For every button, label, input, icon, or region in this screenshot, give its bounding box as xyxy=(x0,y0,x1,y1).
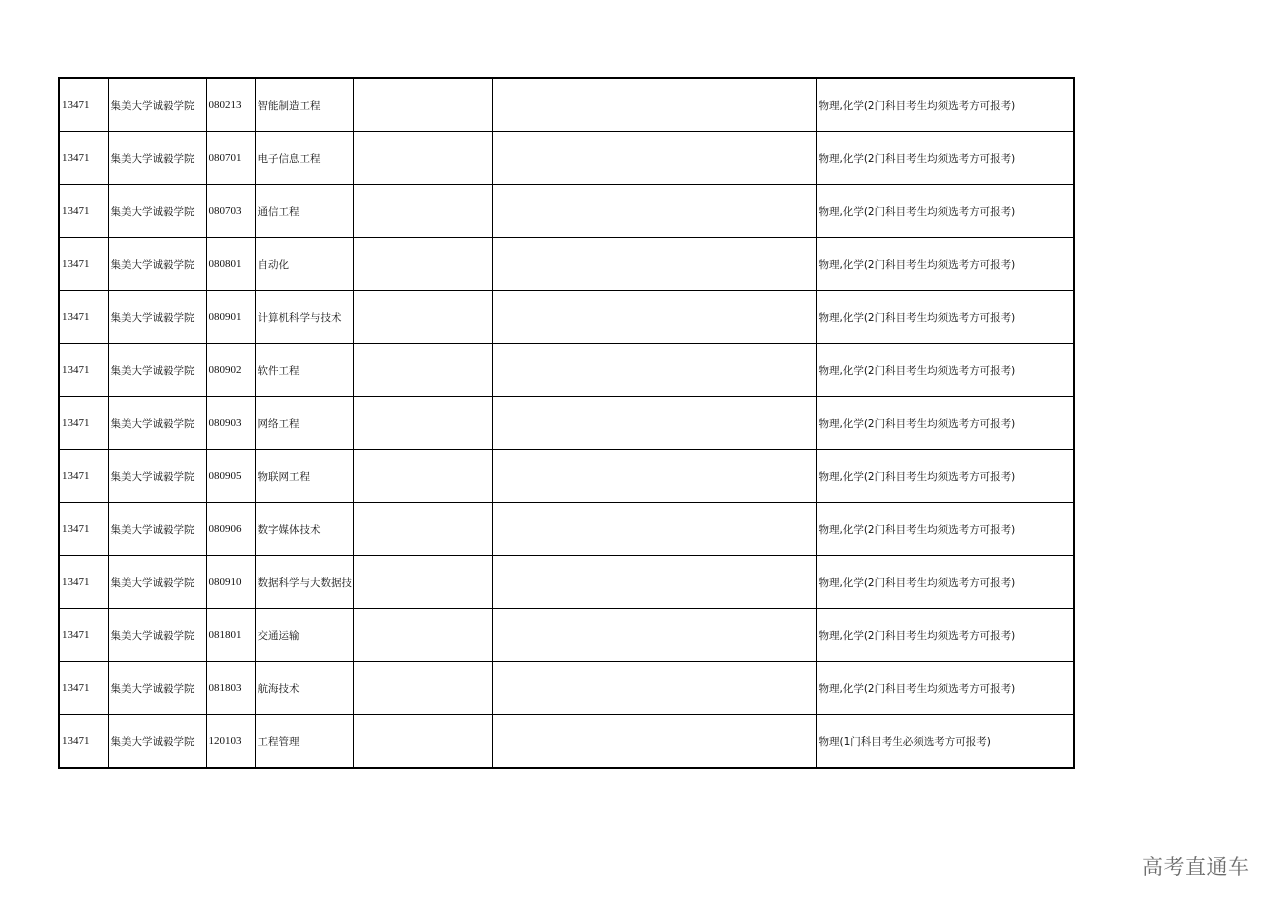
institution-name-cell: 集美大学诚毅学院 xyxy=(108,503,206,556)
subject-requirement-cell: 物理,化学(2门科目考生均须选考方可报考) xyxy=(816,397,1074,450)
blank-cell xyxy=(353,450,492,503)
institution-code-cell: 13471 xyxy=(59,291,108,344)
subject-requirement-cell: 物理,化学(2门科目考生均须选考方可报考) xyxy=(816,78,1074,132)
blank-cell xyxy=(492,609,816,662)
blank-cell xyxy=(492,78,816,132)
institution-name-cell: 集美大学诚毅学院 xyxy=(108,132,206,185)
major-code-cell: 080906 xyxy=(206,503,255,556)
institution-name-cell: 集美大学诚毅学院 xyxy=(108,556,206,609)
blank-cell xyxy=(353,556,492,609)
institution-name-cell: 集美大学诚毅学院 xyxy=(108,78,206,132)
institution-name-cell: 集美大学诚毅学院 xyxy=(108,450,206,503)
blank-cell xyxy=(353,397,492,450)
blank-cell xyxy=(353,185,492,238)
institution-name-cell: 集美大学诚毅学院 xyxy=(108,609,206,662)
blank-cell xyxy=(492,450,816,503)
institution-code-cell: 13471 xyxy=(59,132,108,185)
major-code-cell: 080903 xyxy=(206,397,255,450)
table-row xyxy=(59,132,1074,185)
blank-cell xyxy=(353,291,492,344)
major-code-cell: 080905 xyxy=(206,450,255,503)
table-row xyxy=(59,556,1074,609)
major-code-cell: 081801 xyxy=(206,609,255,662)
blank-cell xyxy=(492,715,816,769)
subject-requirement-cell: 物理,化学(2门科目考生均须选考方可报考) xyxy=(816,503,1074,556)
major-name-cell: 智能制造工程 xyxy=(255,78,353,132)
blank-cell xyxy=(492,132,816,185)
blank-cell xyxy=(353,344,492,397)
institution-code-cell: 13471 xyxy=(59,609,108,662)
major-code-cell: 080701 xyxy=(206,132,255,185)
table-row xyxy=(59,450,1074,503)
blank-cell xyxy=(492,662,816,715)
major-name-cell: 计算机科学与技术 xyxy=(255,291,353,344)
major-code-cell: 080801 xyxy=(206,238,255,291)
major-name-cell: 电子信息工程 xyxy=(255,132,353,185)
blank-cell xyxy=(492,238,816,291)
institution-name-cell: 集美大学诚毅学院 xyxy=(108,238,206,291)
institution-name-cell: 集美大学诚毅学院 xyxy=(108,185,206,238)
subject-requirement-cell: 物理,化学(2门科目考生均须选考方可报考) xyxy=(816,238,1074,291)
table-row xyxy=(59,397,1074,450)
institution-code-cell: 13471 xyxy=(59,450,108,503)
institution-code-cell: 13471 xyxy=(59,715,108,769)
table-row xyxy=(59,344,1074,397)
institution-name-cell: 集美大学诚毅学院 xyxy=(108,662,206,715)
institution-code-cell: 13471 xyxy=(59,662,108,715)
major-name-cell: 交通运输 xyxy=(255,609,353,662)
major-code-cell: 080213 xyxy=(206,78,255,132)
subject-requirement-cell: 物理,化学(2门科目考生均须选考方可报考) xyxy=(816,556,1074,609)
major-name-cell: 通信工程 xyxy=(255,185,353,238)
subject-requirement-cell: 物理,化学(2门科目考生均须选考方可报考) xyxy=(816,291,1074,344)
subject-requirement-cell: 物理(1门科目考生必须选考方可报考) xyxy=(816,715,1074,769)
table-row xyxy=(59,609,1074,662)
major-name-cell: 软件工程 xyxy=(255,344,353,397)
blank-cell xyxy=(492,185,816,238)
blank-cell xyxy=(353,662,492,715)
subject-requirement-cell: 物理,化学(2门科目考生均须选考方可报考) xyxy=(816,185,1074,238)
blank-cell xyxy=(353,78,492,132)
major-name-cell: 自动化 xyxy=(255,238,353,291)
major-name-cell: 数据科学与大数据技 xyxy=(255,556,353,609)
blank-cell xyxy=(353,503,492,556)
institution-code-cell: 13471 xyxy=(59,397,108,450)
table-row xyxy=(59,238,1074,291)
institution-code-cell: 13471 xyxy=(59,344,108,397)
table-row xyxy=(59,185,1074,238)
institution-code-cell: 13471 xyxy=(59,78,108,132)
blank-cell xyxy=(353,609,492,662)
major-code-cell: 080703 xyxy=(206,185,255,238)
table-body xyxy=(59,78,1074,768)
blank-cell xyxy=(492,344,816,397)
institution-name-cell: 集美大学诚毅学院 xyxy=(108,397,206,450)
major-name-cell: 工程管理 xyxy=(255,715,353,769)
blank-cell xyxy=(492,503,816,556)
major-code-cell: 081803 xyxy=(206,662,255,715)
institution-name-cell: 集美大学诚毅学院 xyxy=(108,291,206,344)
institution-code-cell: 13471 xyxy=(59,503,108,556)
table-row xyxy=(59,662,1074,715)
blank-cell xyxy=(492,556,816,609)
institution-name-cell: 集美大学诚毅学院 xyxy=(108,715,206,769)
blank-cell xyxy=(492,291,816,344)
major-name-cell: 航海技术 xyxy=(255,662,353,715)
major-name-cell: 数字媒体技术 xyxy=(255,503,353,556)
blank-cell xyxy=(492,397,816,450)
subject-requirement-cell: 物理,化学(2门科目考生均须选考方可报考) xyxy=(816,662,1074,715)
institution-name-cell: 集美大学诚毅学院 xyxy=(108,344,206,397)
major-code-cell: 080901 xyxy=(206,291,255,344)
major-code-cell: 080910 xyxy=(206,556,255,609)
table-row xyxy=(59,715,1074,769)
blank-cell xyxy=(353,132,492,185)
table-row xyxy=(59,503,1074,556)
blank-cell xyxy=(353,238,492,291)
table-row xyxy=(59,78,1074,132)
subject-requirement-cell: 物理,化学(2门科目考生均须选考方可报考) xyxy=(816,609,1074,662)
subject-requirement-cell: 物理,化学(2门科目考生均须选考方可报考) xyxy=(816,132,1074,185)
institution-code-cell: 13471 xyxy=(59,556,108,609)
major-code-cell: 120103 xyxy=(206,715,255,769)
subject-requirement-cell: 物理,化学(2门科目考生均须选考方可报考) xyxy=(816,450,1074,503)
institution-code-cell: 13471 xyxy=(59,238,108,291)
watermark-text: 高考直通车 xyxy=(1142,855,1250,879)
institution-code-cell: 13471 xyxy=(59,185,108,238)
subject-requirement-cell: 物理,化学(2门科目考生均须选考方可报考) xyxy=(816,344,1074,397)
major-name-cell: 物联网工程 xyxy=(255,450,353,503)
table-row xyxy=(59,291,1074,344)
admission-requirements-table xyxy=(58,77,1075,769)
major-name-cell: 网络工程 xyxy=(255,397,353,450)
major-code-cell: 080902 xyxy=(206,344,255,397)
blank-cell xyxy=(353,715,492,769)
